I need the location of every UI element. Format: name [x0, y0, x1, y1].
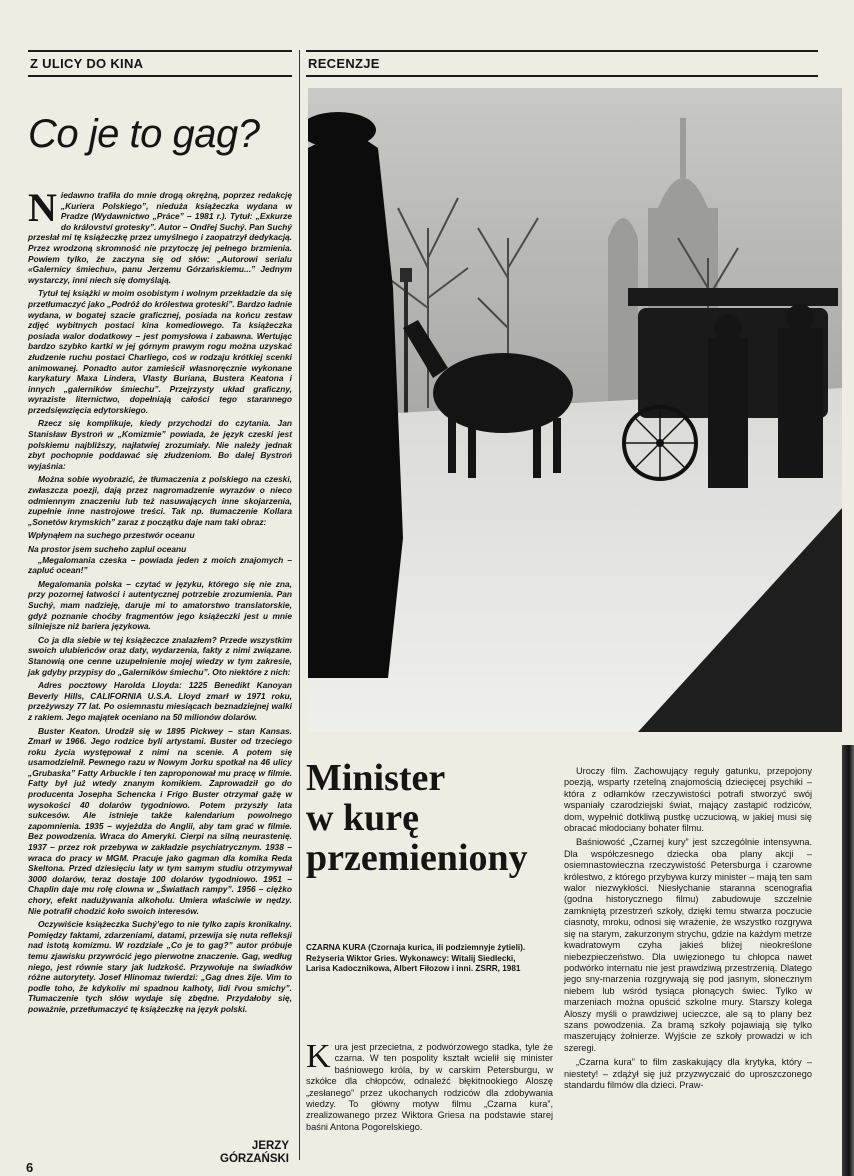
column-divider [299, 50, 300, 1160]
author-signature: JERZY GÓRZAŃSKI [220, 1140, 289, 1165]
article-title-left: Co je to gag? [28, 112, 260, 156]
right-article-lead [306, 1038, 553, 1136]
page-number: 6 [26, 1160, 34, 1175]
paragraph-intro: Niedawno trafiła do mnie drogą okrężną, poprzez redakcję „Kuriera Polskiego”, nieduża książeczka wydana w Pradze (Wydawnictwo „Práce” – 1981 r.). Tytuł: „Exkurze do království grotesky”. Autor – Ondřej Suchý. Pan Suchý przesłał mi tę książeczkę przez umyślnego i zaopatrzył dedykacją. Przez wrodzoną skromność nie przytoczę jej pełnego brzmienia. Powiem tylko, że zaczyna się od słów: „Autorowi serialu «Galernicy śmiechu», panu Jerzemu Górzańskiemu...” Jednym wystarczy, inni niech się domyślają. [28, 185, 292, 285]
paragraph: Baśniowość „Czarnej kury” jest szczególnie intensywna. Dla współczesnego dziecka oba plany akcji – osiemnastowieczna rzeczywistość Petersburga i czarowne królestwo, z którego przybywa kurzy minister – mają ten sam walor niezwykłości. Niesłychanie staranna scenografia (godna historycznego filmu) zabudowuje szczelnie zamkniętą przestrzeń szkoły, dzięki temu stwarza poczucie ciasnoty, mroku, odnosi się wrażenie, że wszystko rozgrywa się na starym, zakurzonym strychu, gdzie na każdym metrze kwadratowym czyha jakieś bliżej nieokreślone niebezpieczeństwo. Dla uwięzionego tu chłopca nawet podwórko internatu nie jest prawdziwą przestrzenią. Dlatego jego sny-marzenia rozgrywają się pod jasnym, słonecznym niebem lub wśród tysiąca płonących świec. Tylko w marzeniach można opuścić szkolne mury. Starszy kolega Aloszy myśli o prawdziwej ucieczce, ale są to plany bez szans powodzenia. Za bramą szkoły pojawiają się tylko maszerujący żołnierze. Wyjście ze szkoły prowadzi w ich szeregi. [564, 837, 812, 1053]
film-credits-caption: CZARNA KURA (Czornaja kurica, ili podziemnyje żytieli). Reżyseria Wiktor Gries. Wykonawcy: Witalij Siedlecki, Larisa Kadocznikowa, Albert Fiłozow i inni. ZSRR, 1981 [306, 943, 526, 973]
header-rule-left-top [28, 50, 292, 52]
paragraph: Co ja dla siebie w tej książeczce znalazłem? Przede wszystkim swoich ulubieńców oraz daty, wydarzenia, fakty z nimi związane. Stanowią one cenne uzupełnienie mojej wiedzy w tym zakresie, jak gdyby przypisy do „Galerników śmiechu”. Oto niektóre z nich: [28, 634, 292, 677]
article-title-right: Minister w kurę przemieniony [306, 757, 528, 879]
paragraph: „Czarna kura” to film zaskakujący dla krytyka, który – niestety! – zdążył się już przyzwyczaić do uproszczonego standardu filmów dla dzieci. Praw- [564, 1057, 812, 1090]
paragraph: Rzecz się komplikuje, kiedy przychodzi do czytania. Jan Stanisław Bystroń w „Komizmie” powiada, że język czeski jest polskiemu najbliższy, najłatwiej zrozumiały. Nie należy jednak zbyt pochopnie poddawać się złudzeniom. Bo dalej Bystroń wyjaśnia: [28, 418, 292, 471]
adjacent-page-edge [842, 745, 854, 1176]
section-label-left: Z ULICY DO KINA [30, 56, 144, 71]
dropcap-k: K [306, 1038, 331, 1075]
header-rule-left-bottom [28, 75, 292, 77]
header-rule-right-top [306, 50, 818, 52]
quote-line: Wpłynąłem na suchego przestwór oceanu [28, 530, 195, 541]
paragraph: Adres pocztowy Harolda Lloyda: 1225 Benedikt Kanoyan Beverly Hills, CALIFORNIA U.S.A. Lloyd zmarł w 1971 roku, przeżywszy 77 lat. Po osiemnastu miesiącach beznadziejnej walki z rakiem. Jego majątek oceniano na 50 milionów dolarów. [28, 680, 292, 722]
quote-line: „Megalomania czeska – powiada jeden z moich znajomych – zapluć ocean!” [28, 554, 292, 576]
paragraph: Tytuł tej książki w moim osobistym i wolnym przekładzie da się przetłumaczyć jako „Podróż do królestwa groteski”. Bardzo ładnie wydana, w bogatej szacie graficznej, posiada na końcu zestaw zdjęć wybitnych postaci kina komediowego. Ta książeczka posiada walor dodatkowy – jest pomysłowa i zabawna. Wertując bardzo szybko kartki w jej górnym prawym rogu można uzyskać złudzenie ruchu postaci Charliego, coś w rodzaju krótkiej scenki animowanej. Ponadto autor zamieścił własnoręcznie wykonane karykatury Maxa Lindera, Vlasty Buriana, Bustera Keatona i innych „galerników śmiechu”. Przejrzysty układ graficzny, wyraziste liternictwo, dopełniają całości tego starannego przedsięwzięcia edytorskiego. [28, 288, 292, 415]
film-still-illustration [308, 88, 842, 732]
paragraph: Oczywiście książeczka Suchý'ego to nie tylko zapis kronikalny. Pomiędzy faktami, zdarzeniami, datami, przewija się nuta refleksji nad istotą komizmu. W rozdziale „Co je to gag?” autor próbuje temu zjawisku przywrócić jego pierwotne znaczenie. Gag, według niego, jest równie stary jak ludzkość. Przywołuje na świadków różne autorytety. Josef Hlinomaz twierdzi: „Gag dnes žije. Vim to podle toho, že kdykoliv mi spadnou kalhoty, lidi řvou smichy”. Tłumaczenie tych słów wydaje się zbędne. Przydałoby się, poważnie, przetłumaczyć tę książeczkę na język polski. [28, 919, 292, 1014]
right-article-body [564, 766, 812, 1094]
paragraph: Uroczy film. Zachowujący reguły gatunku, przepojony poezją, wsparty rzetelną znajomością dziecięcej psychiki – która z odłamków rzeczywistości potrafi stworzyć swój wspaniały czarodziejski świat, mający zastąpić rodziców, dom, wypełnić dotkliwą pustkę uczuciową, w jakiej musi się obracać młodociany bohater filmu. [564, 766, 812, 834]
paragraph: Megalomania polska – czytać w języku, którego się nie zna, przy pozornej łatwości i autentycznej potrzebie zrozumienia. Pan Suchý, mam nadzieję, daruje mi to amatorstwo translatorskie, gdyż poznanie choćby fragmentów jego książeczki jest u mnie silniejsze niż bariera językowa. [28, 578, 292, 632]
dropcap-n: N [28, 185, 57, 230]
paragraph: Można sobie wyobrazić, że tłumaczenia z polskiego na czeski, zwłaszcza poezji, dają przez nagromadzenie wyrazów o nieco odmiennym znaczeniu lub też nasuwających inne skojarzenia, zupełnie inne nastrojowe treści. Tak np. tłumaczenie Kollara „Sonetów krymskich” zaraz z początku daje nam taki obraz: [28, 474, 292, 527]
section-label-right: RECENZJE [308, 56, 380, 71]
quote-line: Na prostor jsem sucheho zaplul oceanu [28, 544, 187, 554]
left-article-body [28, 185, 292, 1018]
header-rule-right-bottom [306, 75, 818, 77]
film-still-photo [308, 88, 842, 732]
paragraph-lead: Kura jest przecietna, z podwórzowego stadka, tyle że czarna. W ten pospolity kształt wcielił się minister baśniowego króla, by w carskim Petersburgu, w szkółce dla chłopców, odnaleźć błękitnookiego Aloszę „zesłanego” przez ukochanych rodziców dla zdobywania wiedzy. To główny motyw filmu „Czarna kura”, zrealizowanego przez Wiktora Griesa na podstawie starej baśni Antona Pogorelskiego. [306, 1038, 553, 1132]
paragraph: Buster Keaton. Urodził się w 1895 Pickwey – stan Kansas. Zmarł w 1966. Jego rodzice byli artystami. Buster od trzeciego roku życia występował z nimi na scenie. A potem się usamodzielnił. Pewnego razu w Nowym Jorku spotkał na 46 ulicy „Grubaska” Fatty Arbuckle i ten zaproponował mu pracę w filmie. Fatty był już wtedy znanym komikiem. Zaprowadził go do producenta Josepha Schencka i Frigo Buster otrzymał gażę w wysokości 40 dolarów tygodniowo. Potem przyszły lata sukcesów. Ale istnieje także kalendarium powolnego zapomnienia. 1935 – wyjeżdża do Anglii, aby tam grać w filmie. Bez powodzenia. Wraca do Ameryki. Cierpi na silną neurastenię. 1937 – przez rok przebywa w zakładzie psychiatrycznym. 1938 – wraca do pracy w MGM. Pracuje jako gagman dla komika Reda Skeltona. Przed dziesięciu laty w tym samym studiu otrzymywał 3000 dolarów, teraz dostaje 100 dolarów tygodniowo. 1951 – Chaplin daje mu rolę clowna w „Światłach rampy”. 1956 – ciężko chory, efekt nadużywania alkoholu. Umiera właściwie w nędzy. Nie potrafił chodzić koło swoich interesów. [28, 725, 292, 916]
